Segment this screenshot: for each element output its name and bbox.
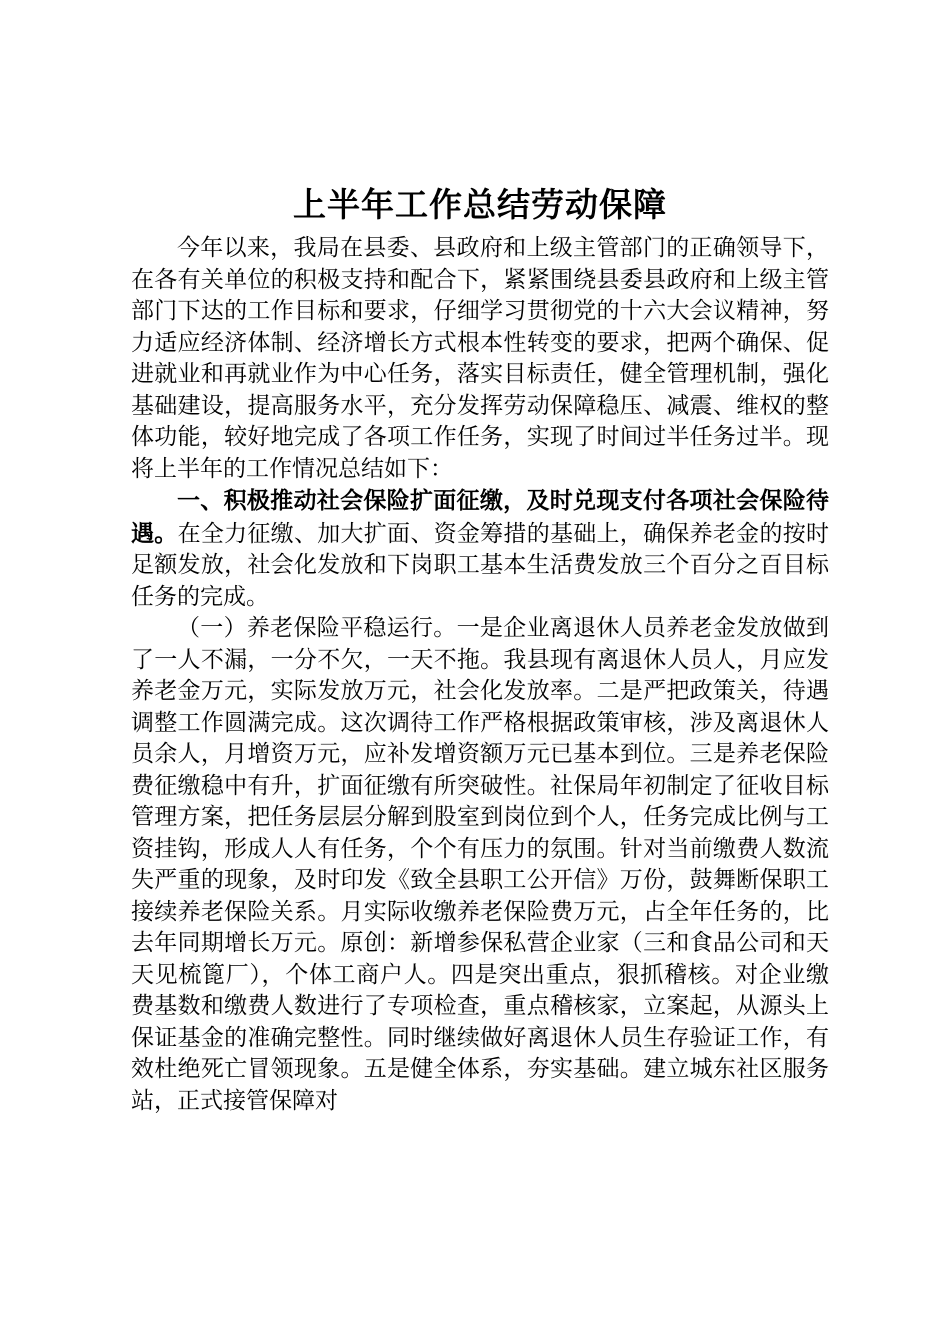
subsection-1-paragraph bbox=[131, 613, 829, 1117]
subsection-1-heading: （一）养老保险平稳运行。 bbox=[177, 615, 457, 641]
subsection-1-body: 一是企业离退休人员养老金发放做到了一人不漏，一分不欠，一天不拖。我县现有离退休人员人，月应发养老金万元，实际发放万元，社会化发放率。二是严把政策关，待遇调整工作圆满完成。这次调待工作严格根据政策审核，涉及离退休人员余人，月增资万元，应补发增资额万元已基本到位。三是养老保险费征缴稳中有升，扩面征缴有所突破性。社保局年初制定了征收目标管理方案，把任务层层分解到股室到岗位到个人，任务完成比例与工资挂钩，形成人人有任务，个个有压力的氛围。针对当前缴费人数流失严重的现象，及时印发《致全县职工公开信》万份，鼓舞断保职工接续养老保险关系。月实际收缴养老保险费万元，占全年任务的，比去年同期增长万元。原创：新增参保私营企业家（三和食品公司和天天见梳篦厂），个体工商户人。四是突出重点，狠抓稽核。对企业缴费基数和缴费人数进行了专项检查，重点稽核家，立案起，从源头上保证基金的准确完整性。同时继续做好离退休人员生存验证工作，有效杜绝死亡冒领现象。五是健全体系，夯实基础。建立城东社区服务站，正式接管保障对 bbox=[131, 615, 830, 1114]
section-1-heading: 一、积极推动社会保险扩面征缴，及时兑现支付各项社会保险待遇。 bbox=[131, 487, 829, 547]
section-1-paragraph bbox=[131, 485, 829, 613]
document-page bbox=[131, 180, 829, 1117]
section-1-body: 在全力征缴、加大扩面、资金筹措的基础上，确保养老金的按时足额发放，社会化发放和下岗职工基本生活费发放三个百分之百目标任务的完成。 bbox=[131, 520, 830, 610]
document-title: 上半年工作总结劳动保障 bbox=[293, 185, 667, 224]
intro-paragraph: 今年以来，我局在县委、县政府和上级主管部门的正确领导下，在各有关单位的积极支持和配合下，紧紧围绕县委县政府和上级主管部门下达的工作目标和要求，仔细学习贯彻党的十六大会议精神，努力适应经济体制、经济增长方式根本性转变的要求，把两个确保、促进就业和再就业作为中心任务，落实目标责任，健全管理机制，强化基础建设，提高服务水平，充分发挥劳动保障稳压、减震、维权的整体功能，较好地完成了各项工作任务，实现了时间过半任务过半。现将上半年的工作情况总结如下： bbox=[131, 235, 829, 482]
